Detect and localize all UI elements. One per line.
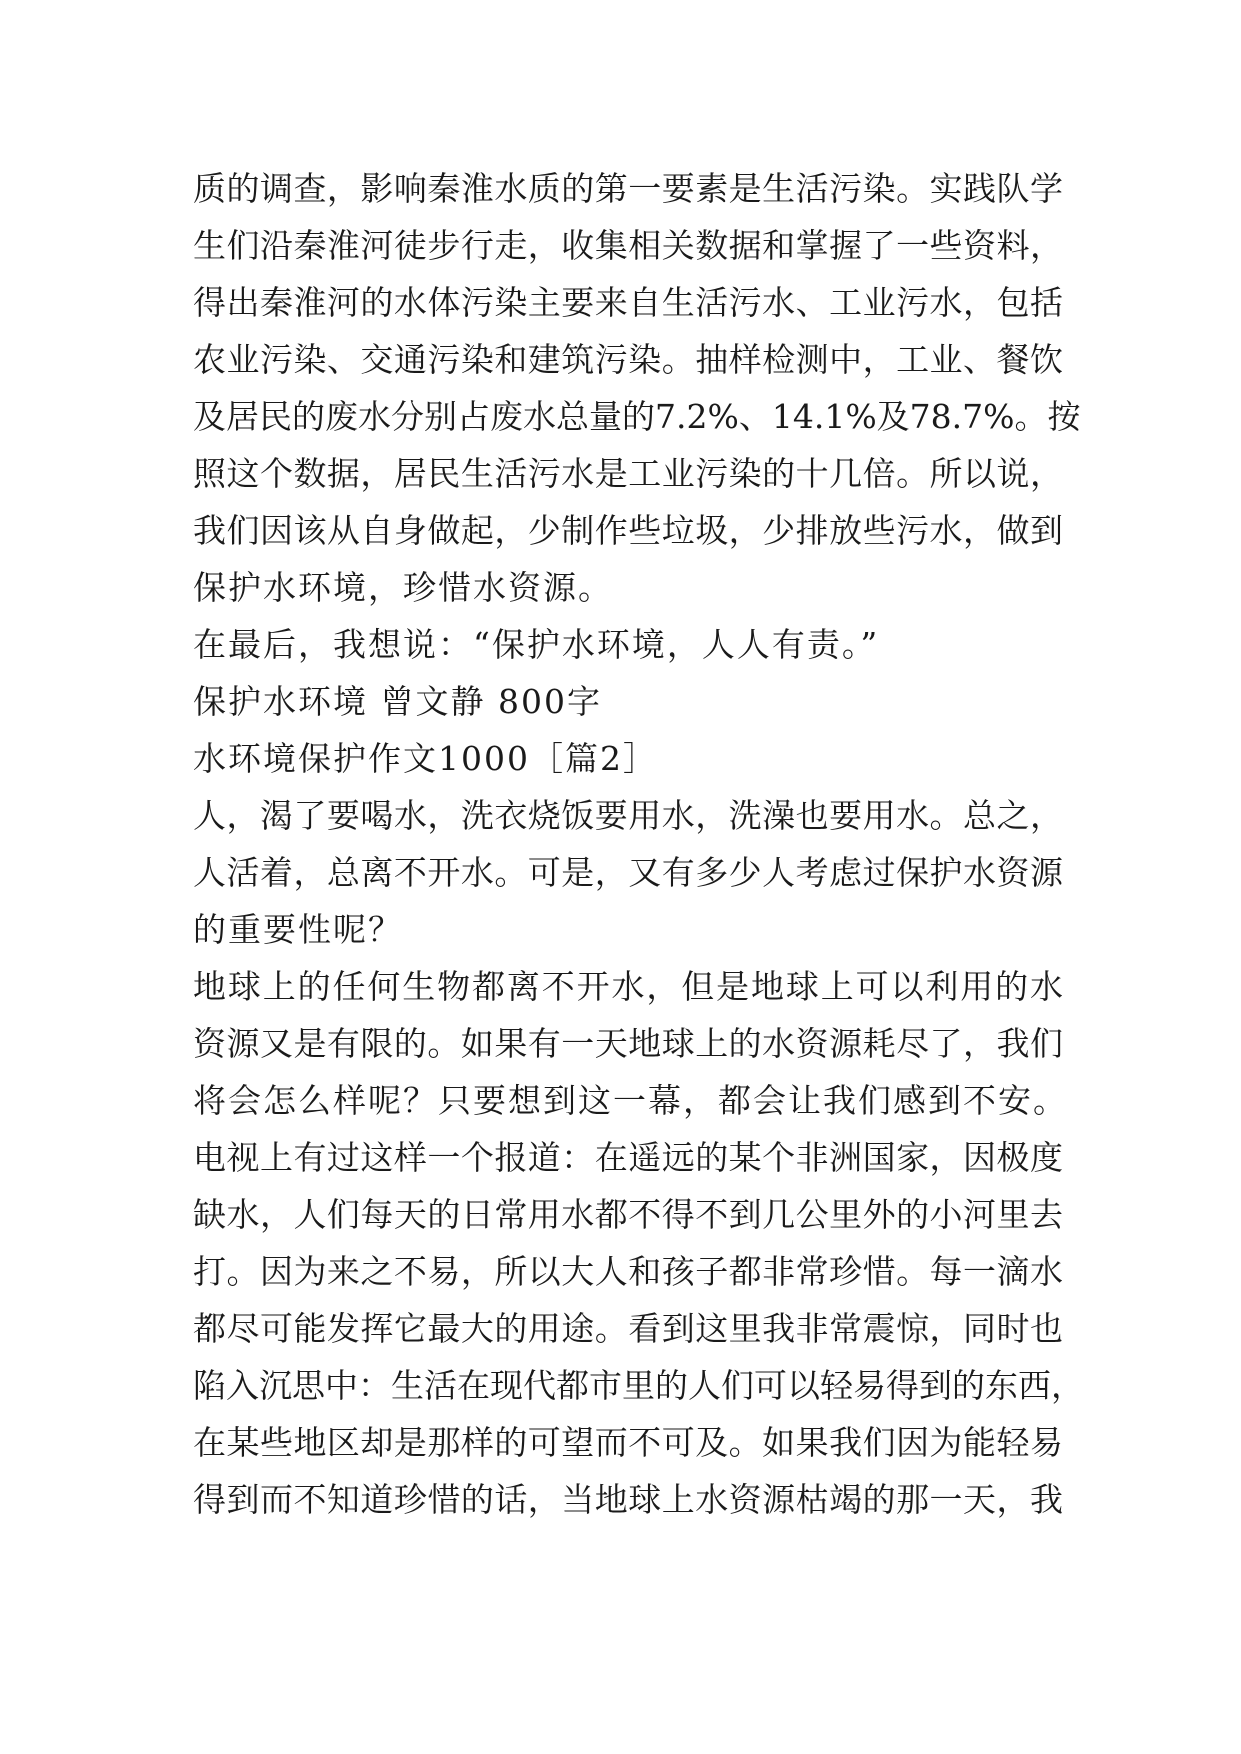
text-line: 都尽可能发挥它最大的用途。看到这里我非常震惊，同时也 [193, 1309, 1063, 1348]
text-line: 在最后，我想说：“保护水环境，人人有责。” [193, 625, 880, 664]
text-line: 我们因该从自身做起，少制作些垃圾，少排放些污水，做到 [193, 511, 1063, 550]
text-line: 人，渴了要喝水，洗衣烧饭要用水，洗澡也要用水。总之， [193, 796, 1063, 835]
text-line: 缺水，人们每天的日常用水都不得不到几公里外的小河里去 [193, 1195, 1063, 1234]
text-line: 的重要性呢？ [193, 910, 403, 949]
text-line: 将会怎么样呢？只要想到这一幕，都会让我们感到不安。 [193, 1081, 1068, 1120]
text-line: 在某些地区却是那样的可望而不可及。如果我们因为能轻易 [193, 1423, 1063, 1462]
text-line: 保护水环境，珍惜水资源。 [193, 568, 613, 607]
text-line: 打。因为来之不易，所以大人和孩子都非常珍惜。每一滴水 [193, 1252, 1063, 1291]
section-title: 水环境保护作文1000［篇2］ [193, 739, 658, 778]
text-line: 电视上有过这样一个报道：在遥远的某个非洲国家，因极度 [193, 1138, 1063, 1177]
text-line: 生们沿秦淮河徒步行走，收集相关数据和掌握了一些资料， [193, 226, 1063, 265]
text-line: 得出秦淮河的水体污染主要来自生活污水、工业污水，包括 [193, 283, 1063, 322]
text-line: 照这个数据，居民生活污水是工业污染的十几倍。所以说， [193, 454, 1063, 493]
text-line: 农业污染、交通污染和建筑污染。抽样检测中，工业、餐饮 [193, 340, 1063, 379]
section-title: 保护水环境 曾文静 800字 [193, 682, 602, 721]
text-line: 及居民的废水分别占废水总量的7.2%、14.1%及78.7%。按 [193, 397, 1081, 436]
text-line: 资源又是有限的。如果有一天地球上的水资源耗尽了，我们 [193, 1024, 1063, 1063]
text-line: 人活着，总离不开水。可是，又有多少人考虑过保护水资源 [193, 853, 1063, 892]
document-body [193, 160, 1084, 1528]
text-line: 地球上的任何生物都离不开水，但是地球上可以利用的水 [193, 967, 1063, 1006]
text-line: 陷入沉思中：生活在现代都市里的人们可以轻易得到的东西， [193, 1366, 1084, 1405]
text-line: 质的调查，影响秦淮水质的第一要素是生活污染。实践队学 [193, 169, 1063, 208]
text-line: 得到而不知道珍惜的话，当地球上水资源枯竭的那一天，我 [193, 1480, 1063, 1519]
